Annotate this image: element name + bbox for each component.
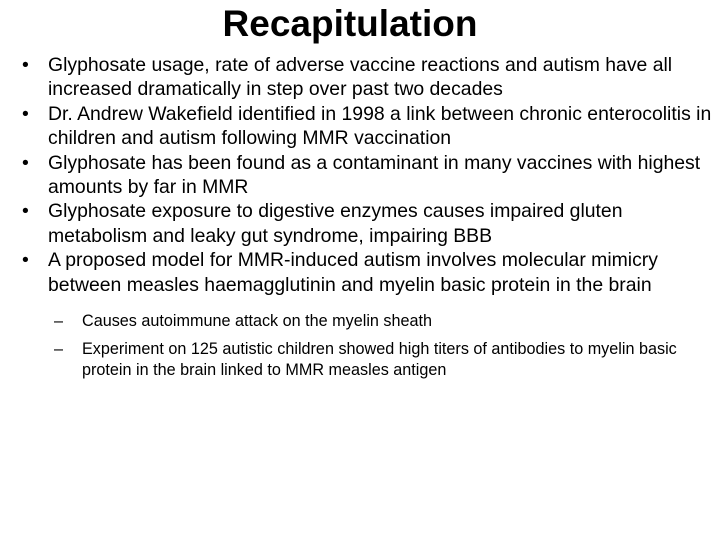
bullet-list: [22, 53, 712, 388]
dash-icon: –: [54, 312, 64, 331]
bullet-text: Glyphosate usage, rate of adverse vaccine reactions and autism have all increased dramatically in step over past two decades: [48, 54, 673, 101]
sub-bullet-text: Causes autoimmune attack on the myelin sheath: [82, 312, 433, 331]
sub-bullet-item: [48, 339, 712, 382]
bullet-dot-icon: •: [22, 102, 29, 125]
bullet-text: Dr. Andrew Wakefield identified in 1998 a link between chronic enterocolitis in children and autism following MMR vaccination: [48, 102, 712, 150]
bullet-dot-icon: •: [22, 249, 29, 272]
bullet-text: Glyphosate has been found as a contaminant in many vaccines with highest amounts by far in MMR: [48, 151, 701, 199]
bullet-dot-icon: •: [22, 200, 29, 223]
bullet-item: [22, 151, 712, 200]
bullet-item: [22, 102, 712, 151]
bullet-text: A proposed model for MMR-induced autism involves molecular mimicry between measles haemagglutinin and myelin basic protein in the brain: [48, 249, 658, 296]
bullet-item: [22, 199, 712, 248]
sub-bullet-item: [48, 311, 712, 333]
slide-title: Recapitulation: [222, 3, 478, 44]
bullet-dot-icon: •: [22, 54, 29, 76]
dash-icon: –: [54, 339, 64, 358]
bullet-item: [22, 248, 712, 382]
bullet-item: [22, 53, 712, 102]
bullet-text: Glyphosate exposure to digestive enzymes causes impaired gluten metabolism and leaky gut syndrome, impairing BBB: [48, 200, 623, 247]
sub-bullet-list: [48, 311, 712, 382]
sub-bullet-text: Experiment on 125 autistic children showed high titers of antibodies to myelin basic protein in the brain linked to MMR measles antigen: [82, 339, 677, 380]
bullet-dot-icon: •: [22, 151, 29, 174]
